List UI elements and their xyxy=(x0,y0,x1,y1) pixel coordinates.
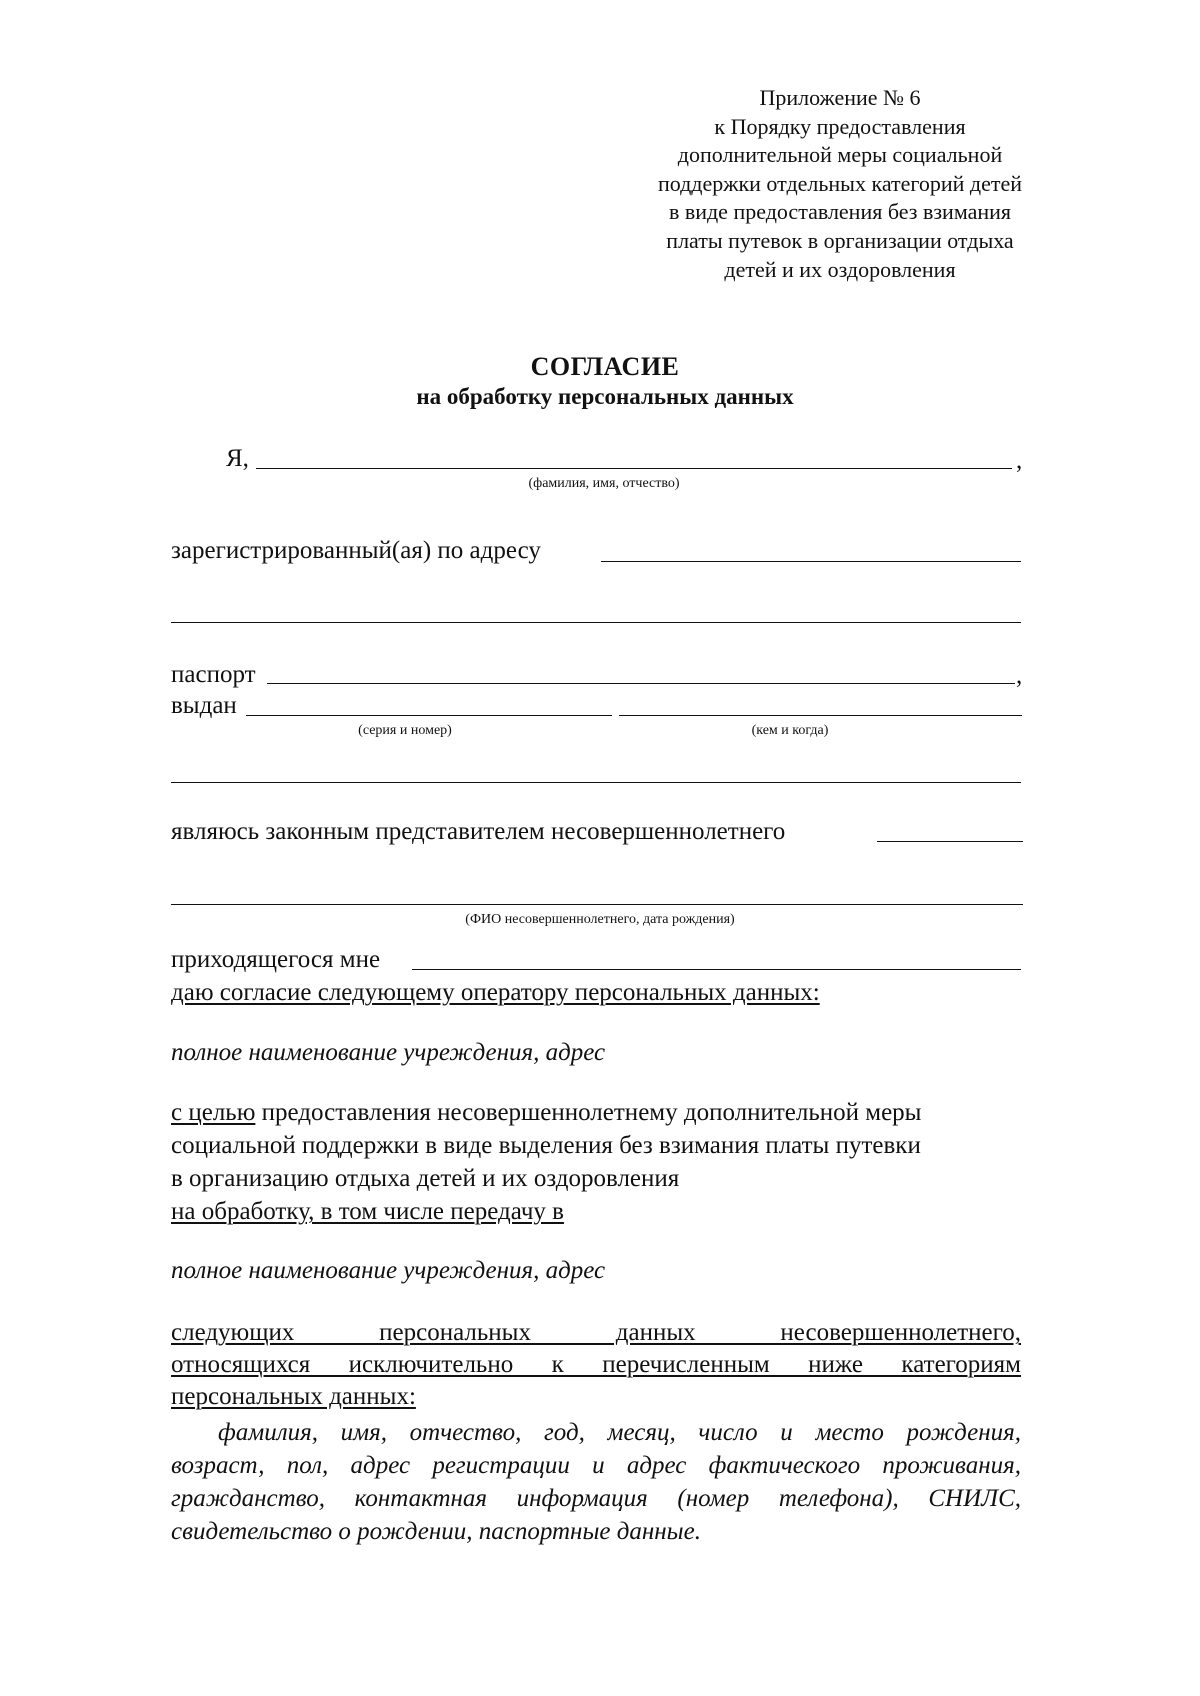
fio-field-line[interactable] xyxy=(256,468,1012,469)
categories-line-3: персональных данных: xyxy=(171,1383,416,1410)
purpose-line-2: социальной поддержки в виде выделения без взимания платы путевки xyxy=(171,1132,921,1159)
fio-caption: (фамилия, имя, отчество) xyxy=(528,476,680,491)
i-label: Я, xyxy=(226,445,249,472)
appendix-line: дополнительной меры социальной xyxy=(677,142,1003,168)
document-title: СОГЛАСИЕ xyxy=(530,352,680,381)
purpose-line-3: в организацию отдыха детей и их оздоровления xyxy=(171,1165,680,1192)
appendix-line: поддержки отдельных категорий детей xyxy=(657,170,1023,196)
relation-label: приходящегося мне xyxy=(171,946,381,973)
categories-line-2: относящихся исключительно к перечисленным ниже категориям xyxy=(171,1351,1021,1378)
minor-caption: (ФИО несовершеннолетнего, дата рождения) xyxy=(465,912,735,927)
address-field-line-2[interactable] xyxy=(171,622,1021,623)
purpose-line-1-rest: предоставления несовершеннолетнему дополнительной меры xyxy=(255,1099,922,1126)
passport-field-line[interactable] xyxy=(267,683,1015,684)
categories-line-1: следующих персональных данных несовершеннолетнего, xyxy=(171,1319,1021,1346)
minor-field-line[interactable] xyxy=(877,841,1023,842)
registered-label: зарегистрированный(ая) по адресу xyxy=(171,537,541,564)
issuer-field-line-2[interactable] xyxy=(171,782,1021,783)
representative-label: являюсь законным представителем несовершеннолетнего xyxy=(171,818,786,845)
data-list-line-4: свидетельство о рождении, паспортные данные. xyxy=(171,1518,701,1545)
purpose-prefix: с целью xyxy=(171,1099,256,1126)
appendix-header xyxy=(600,84,1080,284)
series-field-line[interactable] xyxy=(246,715,612,716)
consent-operator-text: даю согласие следующему оператору персональных данных: xyxy=(171,979,820,1006)
data-list-line-1: фамилия, имя, отчество, год, месяц, число и место рождения, xyxy=(218,1419,1021,1446)
purpose-line-1 xyxy=(171,1098,921,1128)
passport-label: паспорт xyxy=(171,661,256,688)
issued-label: выдан xyxy=(171,692,237,719)
series-caption: (серия и номер) xyxy=(358,723,452,738)
appendix-line: в виде предоставления без взимания xyxy=(668,199,1012,225)
transfer-text: на обработку, в том числе передачу в xyxy=(171,1198,564,1225)
appendix-line: к Порядку предоставления xyxy=(714,113,966,139)
relation-field-line[interactable] xyxy=(412,969,1021,970)
appendix-line: платы путевок в организации отдыха xyxy=(666,227,1014,253)
issuer-field-line[interactable] xyxy=(619,715,1022,716)
data-list-line-2: возраст, пол, адрес регистрации и адрес фактического проживания, xyxy=(171,1452,1021,1479)
comma: , xyxy=(1016,447,1023,474)
institution-placeholder: полное наименование учреждения, адрес xyxy=(171,1039,606,1066)
institution-placeholder: полное наименование учреждения, адрес xyxy=(171,1257,606,1284)
document-subtitle: на обработку персональных данных xyxy=(416,384,794,409)
comma: , xyxy=(1016,662,1023,689)
data-list-line-3: гражданство, контактная информация (номер телефона), СНИЛС, xyxy=(171,1485,1021,1512)
appendix-line: Приложение № 6 xyxy=(759,85,921,110)
issuer-caption: (кем и когда) xyxy=(751,723,829,738)
appendix-line: детей и их оздоровления xyxy=(724,256,956,282)
minor-field-line-2[interactable] xyxy=(171,904,1023,905)
address-field-line[interactable] xyxy=(601,561,1021,562)
